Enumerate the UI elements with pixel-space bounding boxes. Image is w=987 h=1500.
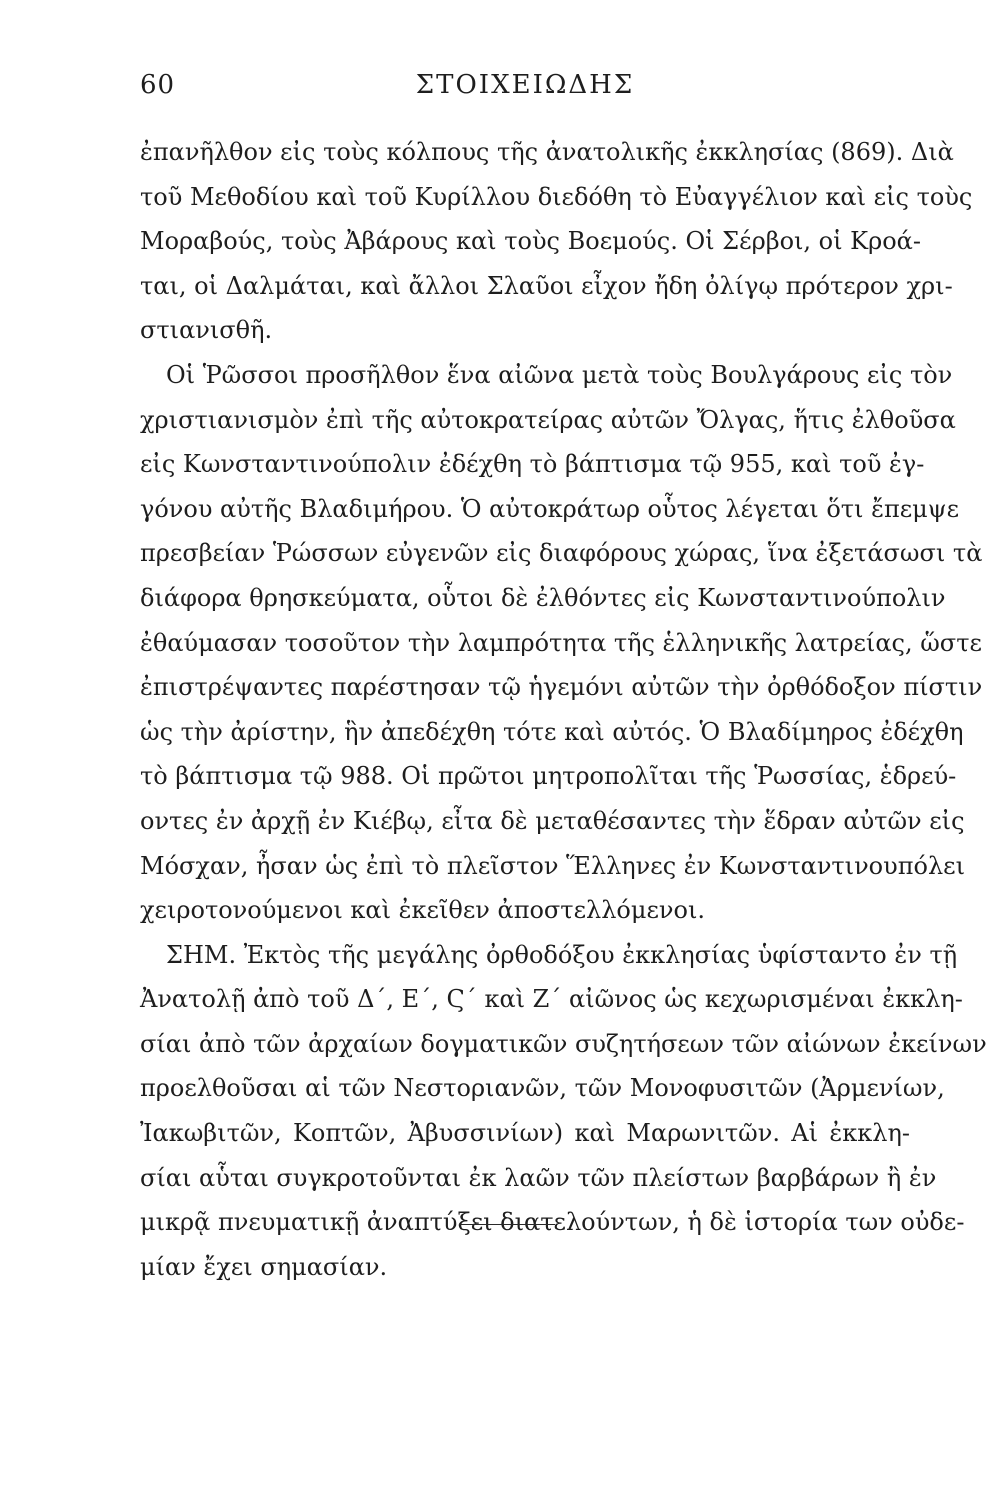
- text-line: μικρᾷ πνευματικῇ ἀναπτύξει διατελούντων, ἡ δὲ ἱστορία των οὐδε-: [140, 1208, 965, 1237]
- text-line: Ἀνατολῇ ἀπὸ τοῦ Δ΄, Ε΄, Ϛ΄ καὶ Ζ΄ αἰῶνος ὡς κεχωρισμέναι ἐκκλη-: [140, 985, 963, 1014]
- text-line: προελθοῦσαι αἱ τῶν Νεστοριανῶν, τῶν Μονοφυσιτῶν (Ἀρμενίων,: [140, 1074, 945, 1103]
- text-line: ἐπιστρέψαντες παρέστησαν τῷ ἡγεμόνι αὐτῶν τὴν ὀρθόδοξον πίστιν: [140, 673, 983, 702]
- text-line: χειροτονούμενοι καὶ ἐκεῖθεν ἀποστελλόμενοι.: [140, 896, 705, 925]
- text-line: Οἱ Ῥῶσσοι προσῆλθον ἕνα αἰῶνα μετὰ τοὺς Βουλγάρους εἰς τὸν: [166, 360, 953, 389]
- text-line: διάφορα θρησκεύματα, οὗτοι δὲ ἐλθόντες εἰς Κωνσταντινούπολιν: [140, 583, 946, 612]
- text-line: ται, οἱ Δαλμάται, καὶ ἄλλοι Σλαῦοι εἶχον ἤδη ὀλίγῳ πρότερον χρι-: [140, 271, 953, 300]
- page-number: 60: [140, 70, 176, 100]
- text-line: στιανισθῆ.: [140, 316, 273, 345]
- page-header: [140, 70, 910, 110]
- text-line: ἐθαύμασαν τοσοῦτον τὴν λαμπρότητα τῆς ἑλληνικῆς λατρείας, ὥστε: [140, 628, 982, 657]
- text-line: οντες ἐν ἀρχῇ ἐν Κιέβῳ, εἶτα δὲ μεταθέσαντες τὴν ἕδραν αὐτῶν εἰς: [140, 806, 965, 835]
- text-line: ὡς τὴν ἀρίστην, ἣν ἀπεδέχθη τότε καὶ αὐτός. Ὁ Βλαδίμηρος ἐδέχθη: [140, 717, 964, 746]
- text-line: ΣΗΜ. Ἐκτὸς τῆς μεγάλης ὀρθοδόξου ἐκκλησίας ὑφίσταντο ἐν τῇ: [166, 940, 958, 969]
- text-line: πρεσβείαν Ῥώσσων εὐγενῶν εἰς διαφόρους χώρας, ἵνα ἐξετάσωσι τὰ: [140, 539, 983, 568]
- text-line: χριστιανισμὸν ἐπὶ τῆς αὐτοκρατείρας αὐτῶν Ὄλγας, ἥτις ἐλθοῦσα: [140, 405, 956, 434]
- text-line: τοῦ Μεθοδίου καὶ τοῦ Κυρίλλου διεδόθη τὸ Εὐαγγέλιον καὶ εἰς τοὺς: [140, 182, 973, 211]
- text-line: τὸ βάπτισμα τῷ 988. Οἱ πρῶτοι μητροπολῖται τῆς Ῥωσσίας, ἑδρεύ-: [140, 762, 957, 791]
- running-title: ΣΤΟΙΧΕΙΩΔΗΣ: [415, 70, 635, 100]
- text-line: ἐπανῆλθον εἰς τοὺς κόλπους τῆς ἀνατολικῆς ἐκκλησίας (869). Διὰ: [140, 138, 954, 166]
- text-line: Ἰακωβιτῶν, Κοπτῶν, Ἀβυσσινίων) καὶ Μαρωνιτῶν. Αἱ ἐκκλη-: [140, 1119, 910, 1148]
- text-line: σίαι ἀπὸ τῶν ἀρχαίων δογματικῶν συζητήσεων τῶν αἰώνων ἐκείνων: [140, 1029, 987, 1058]
- section-divider: [459, 1224, 555, 1225]
- text-line: Μοραβούς, τοὺς Ἀβάρους καὶ τοὺς Βοεμούς. Οἱ Σέρβοι, οἱ Κροά-: [140, 227, 921, 256]
- body-text: [140, 130, 987, 1289]
- text-line: εἰς Κωνσταντινούπολιν ἐδέχθη τὸ βάπτισμα τῷ 955, καὶ τοῦ ἐγ-: [140, 450, 925, 479]
- text-line: μίαν ἔχει σημασίαν.: [140, 1252, 388, 1281]
- text-line: σίαι αὗται συγκροτοῦνται ἐκ λαῶν τῶν πλείστων βαρβάρων ἢ ἐν: [140, 1163, 937, 1192]
- text-line: Μόσχαν, ἦσαν ὡς ἐπὶ τὸ πλεῖστον Ἕλληνες ἐν Κωνσταντινουπόλει: [140, 851, 965, 880]
- text-line: γόνου αὐτῆς Βλαδιμήρου. Ὁ αὐτοκράτωρ οὗτος λέγεται ὅτι ἔπεμψε: [140, 494, 960, 523]
